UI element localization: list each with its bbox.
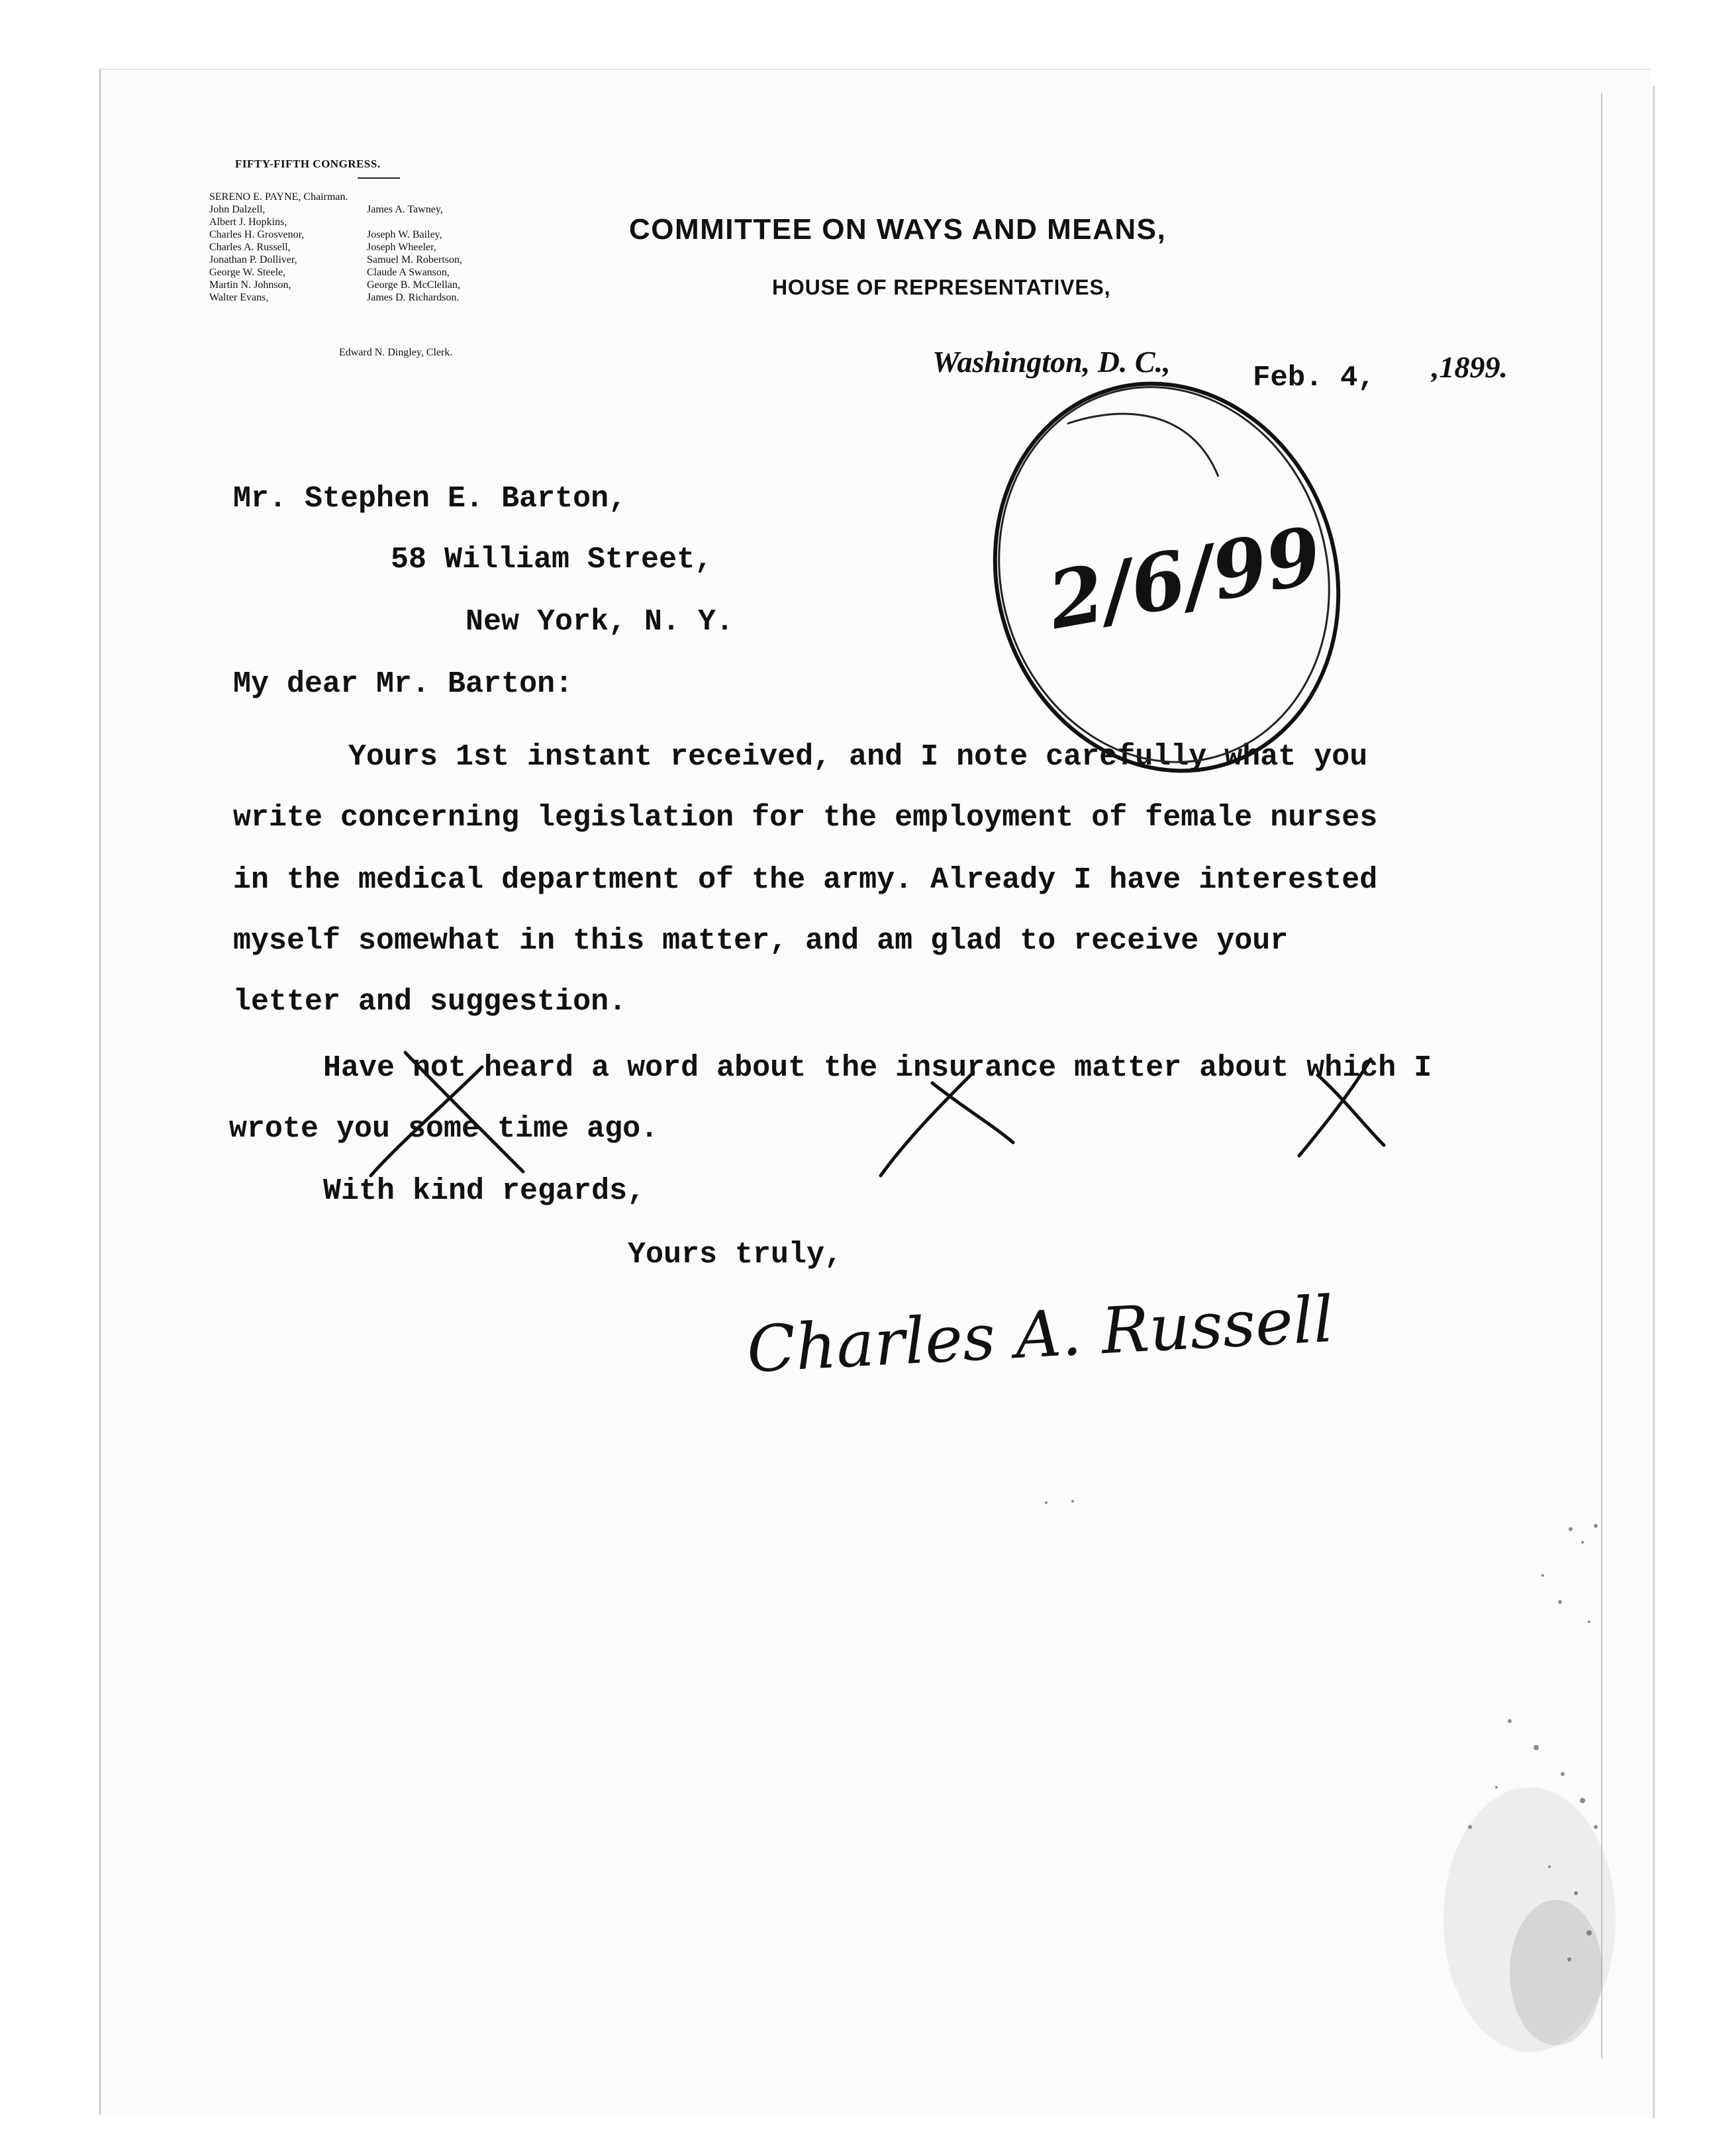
member-name: John Dalzell,: [209, 204, 266, 215]
body-line: Yours 1st instant received, and I note carefully what you: [348, 740, 1368, 774]
addressee-city: New York, N. Y.: [465, 605, 734, 639]
member-row: [209, 279, 514, 291]
paper-edge-outer: [1653, 86, 1655, 2118]
body-line: write concerning legislation for the employment of female nurses: [233, 801, 1378, 835]
member-row: [209, 291, 514, 304]
stamp-date-text: 2/6/99: [1042, 508, 1328, 647]
addressee-name: Mr. Stephen E. Barton,: [233, 482, 627, 516]
member-name: Walter Evans,: [209, 292, 269, 303]
closing-regards: With kind regards,: [323, 1174, 646, 1208]
member-name: Albert J. Hopkins,: [209, 216, 287, 228]
body-line: wrote you some time ago.: [229, 1112, 659, 1146]
member-row: [209, 191, 514, 203]
letter-year: ,1899.: [1432, 350, 1508, 384]
member-name: George W. Steele,: [209, 267, 286, 278]
member-row: [209, 216, 514, 228]
member-row: [209, 241, 514, 254]
house-heading: HOUSE OF REPRESENTATIVES,: [772, 275, 1111, 299]
closing: Yours truly,: [628, 1238, 843, 1272]
paper-edge: [1601, 93, 1602, 2059]
member-row: [209, 254, 514, 266]
member-name: Joseph Wheeler,: [367, 242, 436, 253]
committee-members-list: [209, 191, 514, 304]
member-name: Charles A. Russell,: [209, 242, 291, 253]
committee-clerk: Edward N. Dingley, Clerk.: [339, 347, 453, 358]
body-line: in the medical department of the army. Already I have interested: [233, 863, 1378, 897]
body-line: myself somewhat in this matter, and am glad to receive your: [233, 924, 1289, 958]
member-row: [209, 266, 514, 279]
paper-sheet: [99, 69, 1650, 2115]
member-name: George B. McClellan,: [367, 279, 461, 291]
member-row: [209, 228, 514, 241]
svg-text:Charles A. Russell: Charles A. Russell: [745, 1282, 1336, 1387]
member-name: James A. Tawney,: [367, 204, 443, 215]
member-name: James D. Richardson.: [367, 292, 460, 303]
letter-date: Feb. 4,: [1253, 361, 1375, 395]
title-rule: [358, 177, 400, 179]
member-name: Claude A Swanson,: [367, 267, 450, 278]
addressee-street: 58 William Street,: [391, 543, 713, 577]
salutation: My dear Mr. Barton:: [233, 667, 573, 701]
member-name: Martin N. Johnson,: [209, 279, 291, 291]
member-name: Jonathan P. Dolliver,: [209, 254, 297, 265]
body-line: Have not heard a word about the insurance matter about which I: [323, 1051, 1432, 1085]
member-name: Charles H. Grosvenor,: [209, 229, 305, 240]
committee-heading: COMMITTEE ON WAYS AND MEANS,: [629, 213, 1167, 246]
member-row: [209, 203, 514, 216]
member-name: SERENO E. PAYNE, Chairman.: [209, 191, 348, 203]
letter-place: Washington, D. C.,: [932, 345, 1171, 379]
body-line: letter and suggestion.: [233, 985, 627, 1019]
congress-title: FIFTY-FIFTH CONGRESS.: [235, 158, 381, 170]
member-name: Joseph W. Bailey,: [367, 229, 442, 240]
member-name: Samuel M. Robertson,: [367, 254, 462, 265]
